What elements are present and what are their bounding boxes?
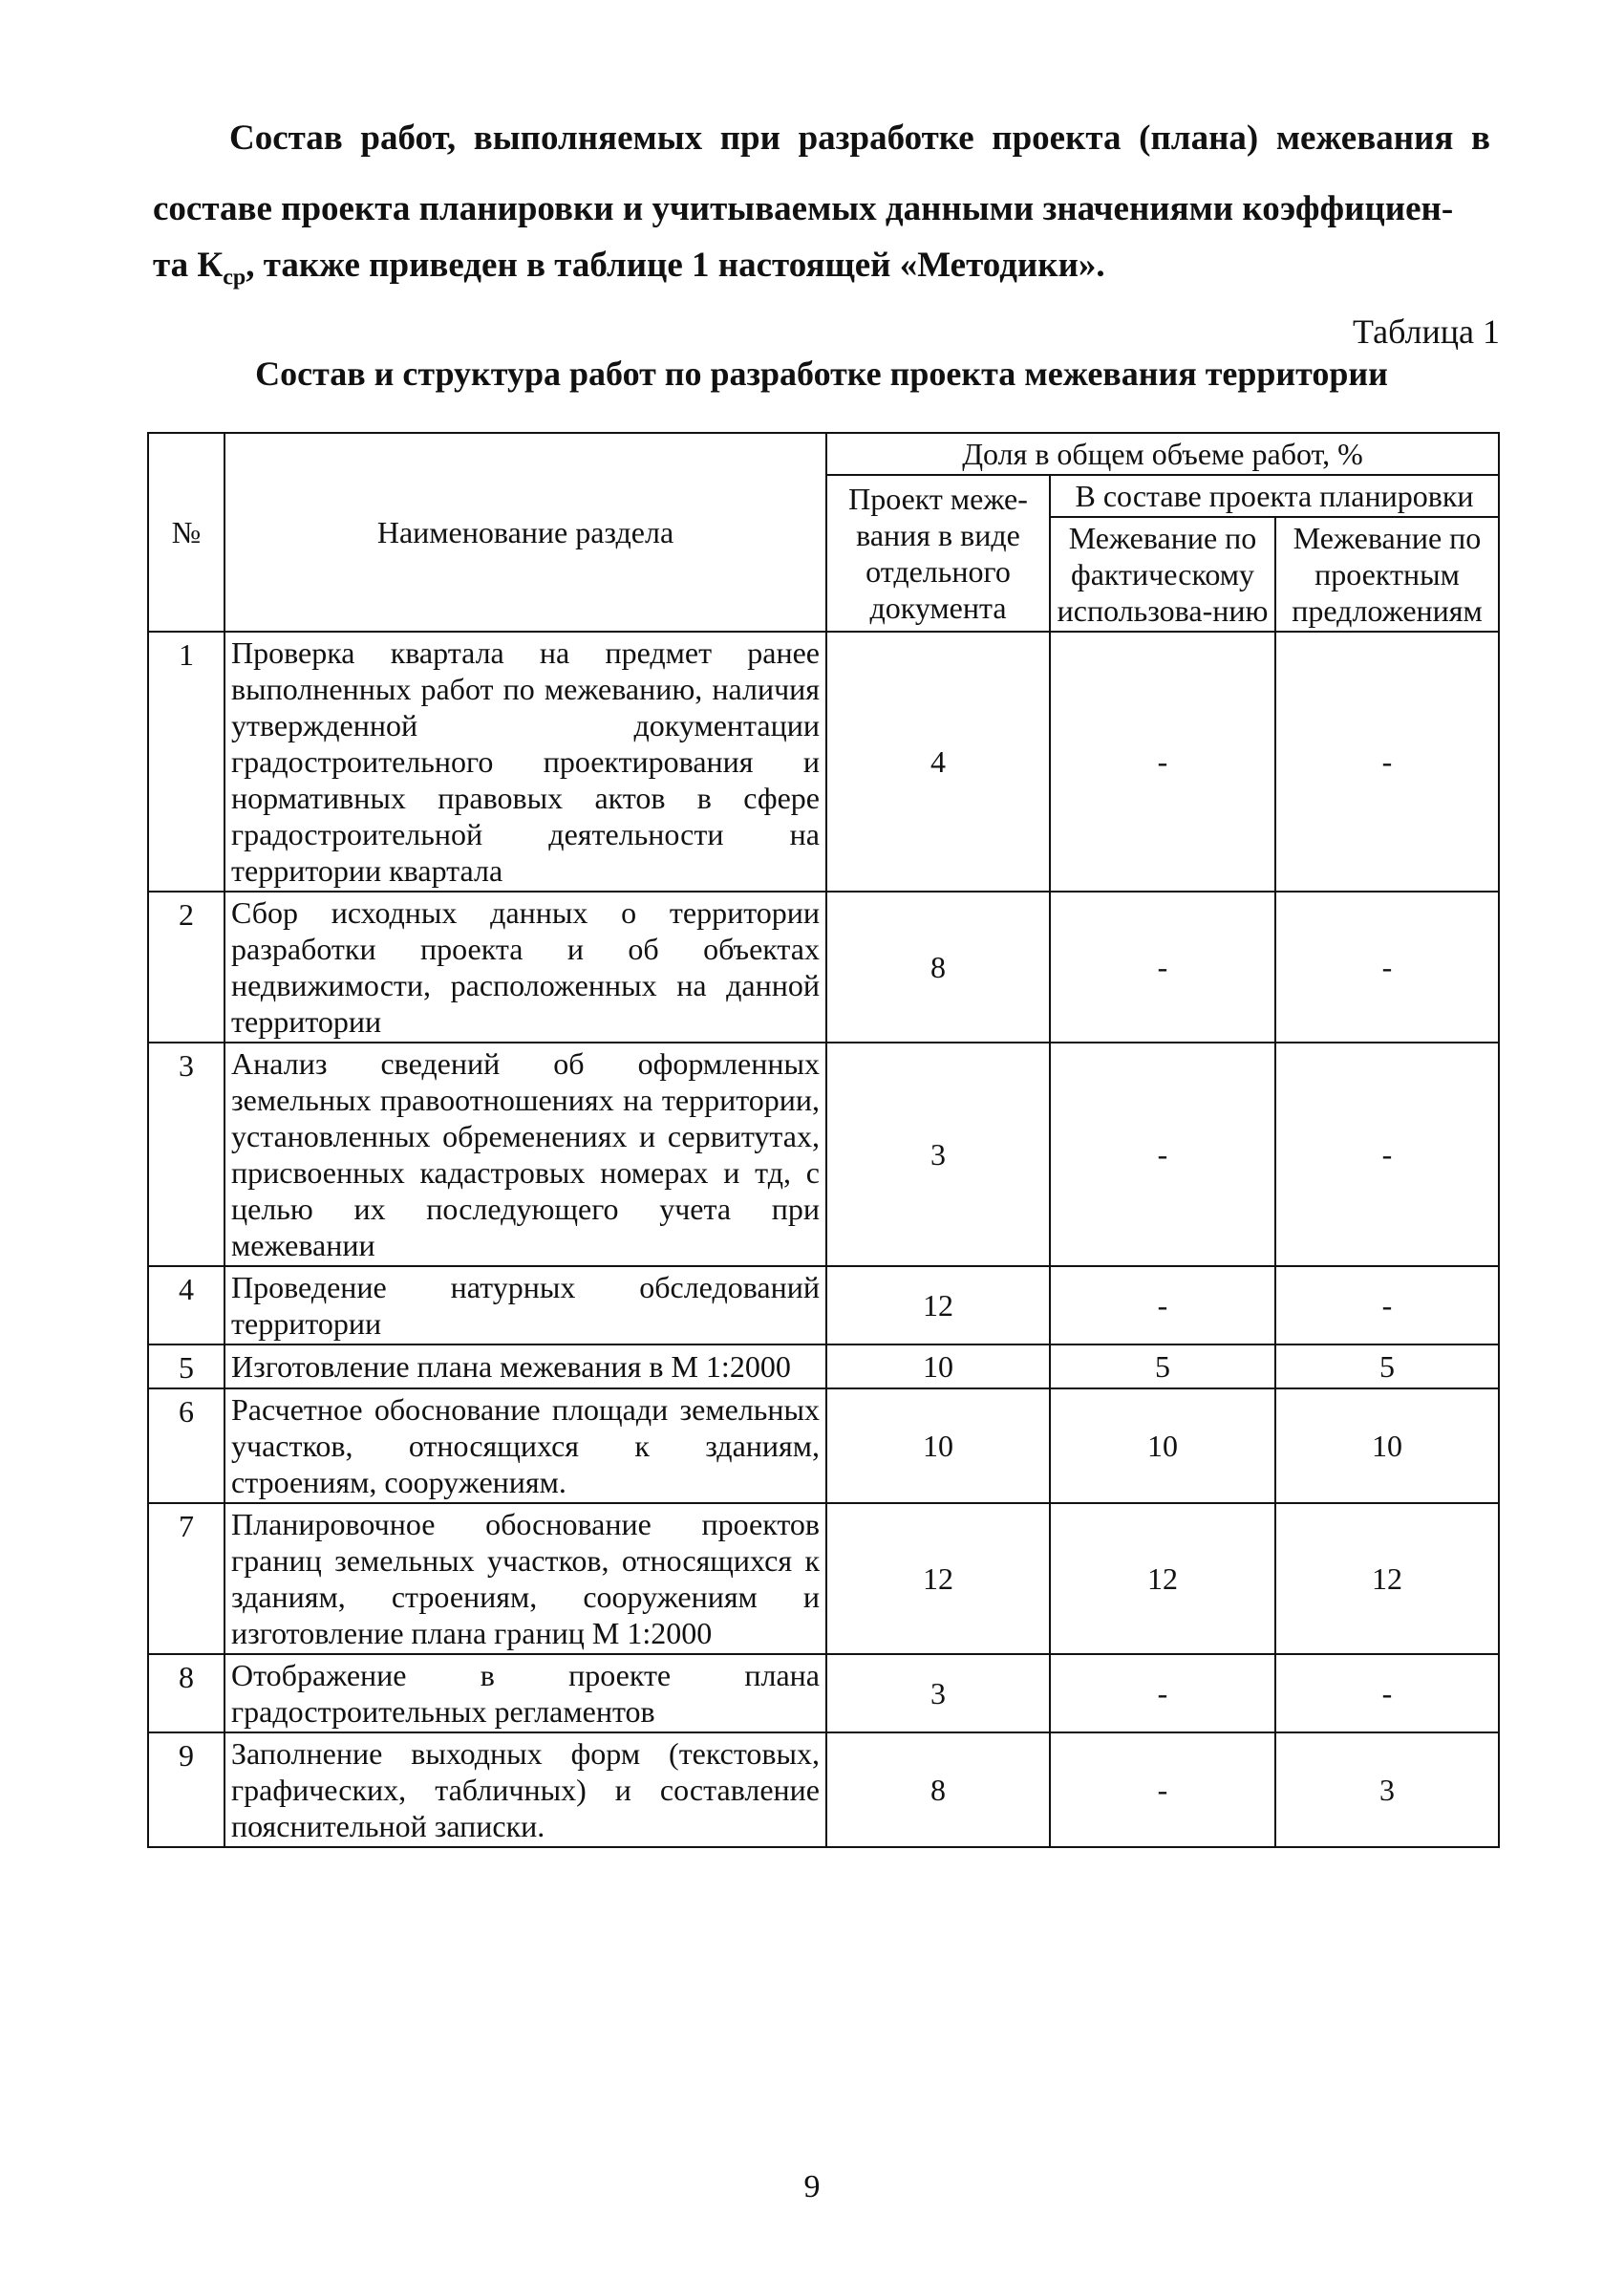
header-proposed: Межевание по проектным предложениям xyxy=(1275,517,1499,632)
row-separate: 3 xyxy=(826,1043,1050,1266)
row-actual: - xyxy=(1050,892,1275,1043)
header-separate: Проект меже-вания в виде отдельного документа xyxy=(826,475,1050,632)
row-proposed: - xyxy=(1275,1043,1499,1266)
row-proposed: - xyxy=(1275,1654,1499,1732)
intro-paragraph-end: та $К_{ср}$, также приведен в таблице 1 настоящей «Методики». xyxy=(153,246,1105,290)
row-name: Проверка квартала на предмет ранее выполненных работ по межеванию, наличия утвержденной документации градостроительного проектирования и нормативных правовых актов в сфере градостроительной деятельности на территории квартала xyxy=(224,632,826,892)
row-name: Планировочное обоснование проектов границ земельных участков, относящихся к зданиям, строениям, сооружениям и изготовление плана границ М 1:2000 xyxy=(224,1503,826,1654)
row-proposed: 5 xyxy=(1275,1344,1499,1388)
row-separate: 10 xyxy=(826,1344,1050,1388)
row-proposed: 10 xyxy=(1275,1388,1499,1503)
row-separate: 12 xyxy=(826,1266,1050,1344)
table-row xyxy=(148,1344,1499,1388)
work-structure-table xyxy=(147,432,1500,1848)
row-separate: 10 xyxy=(826,1388,1050,1503)
header-name: Наименование раздела xyxy=(224,433,826,632)
row-separate: 8 xyxy=(826,892,1050,1043)
row-actual: 5 xyxy=(1050,1344,1275,1388)
table-title: Состав и структура работ по разработке проекта межевания территории xyxy=(255,355,1388,393)
table-label: Таблица 1 xyxy=(1353,312,1500,351)
header-no: № xyxy=(148,433,224,632)
row-name: Изготовление плана межевания в М 1:2000 xyxy=(224,1344,826,1388)
row-name: Заполнение выходных форм (текстовых, графических, табличных) и составление пояснительной записки. xyxy=(224,1732,826,1847)
row-no: 1 xyxy=(148,632,224,892)
header-in-plan: В составе проекта планировки xyxy=(1050,475,1499,517)
row-actual: - xyxy=(1050,632,1275,892)
row-no: 6 xyxy=(148,1388,224,1503)
table-row xyxy=(148,1266,1499,1344)
row-name: Анализ сведений об оформленных земельных правоотношениях на территории, установленных обременениях и сервитутах, присвоенных кадастровых номерах и тд, с целью их последующего учета при межевании xyxy=(224,1043,826,1266)
row-separate: 12 xyxy=(826,1503,1050,1654)
table-row xyxy=(148,1503,1499,1654)
row-name: Сбор исходных данных о территории разработки проекта и об объектах недвижимости, расположенных на данной территории xyxy=(224,892,826,1043)
row-actual: - xyxy=(1050,1266,1275,1344)
intro-paragraph: Состав работ, выполняемых при разработке проекта (плана) межевания в составе проекта планировки и учитываемых данными значениями коэффициен- xyxy=(153,118,1490,228)
row-actual: 10 xyxy=(1050,1388,1275,1503)
row-no: 9 xyxy=(148,1732,224,1847)
row-no: 5 xyxy=(148,1344,224,1388)
table-row xyxy=(148,1043,1499,1266)
row-no: 4 xyxy=(148,1266,224,1344)
row-proposed: - xyxy=(1275,1266,1499,1344)
row-proposed: 12 xyxy=(1275,1503,1499,1654)
row-proposed: - xyxy=(1275,632,1499,892)
table-row xyxy=(148,1654,1499,1732)
row-no: 2 xyxy=(148,892,224,1043)
header-share: Доля в общем объеме работ, % xyxy=(826,433,1499,475)
row-name: Проведение натурных обследований территории xyxy=(224,1266,826,1344)
table-row xyxy=(148,1732,1499,1847)
row-actual: 12 xyxy=(1050,1503,1275,1654)
row-name: Отображение в проекте плана градостроительных регламентов xyxy=(224,1654,826,1732)
row-actual: - xyxy=(1050,1732,1275,1847)
table-row xyxy=(148,632,1499,892)
row-actual: - xyxy=(1050,1654,1275,1732)
page-number: 9 xyxy=(803,2169,821,2205)
table-row xyxy=(148,892,1499,1043)
row-no: 8 xyxy=(148,1654,224,1732)
row-no: 7 xyxy=(148,1503,224,1654)
row-separate: 8 xyxy=(826,1732,1050,1847)
row-proposed: - xyxy=(1275,892,1499,1043)
row-proposed: 3 xyxy=(1275,1732,1499,1847)
header-actual: Межевание по фактическому использова-нию xyxy=(1050,517,1275,632)
row-no: 3 xyxy=(148,1043,224,1266)
row-separate: 4 xyxy=(826,632,1050,892)
table-row xyxy=(148,1388,1499,1503)
row-name: Расчетное обоснование площади земельных участков, относящихся к зданиям, строениям, сооружениям. xyxy=(224,1388,826,1503)
row-actual: - xyxy=(1050,1043,1275,1266)
row-separate: 3 xyxy=(826,1654,1050,1732)
